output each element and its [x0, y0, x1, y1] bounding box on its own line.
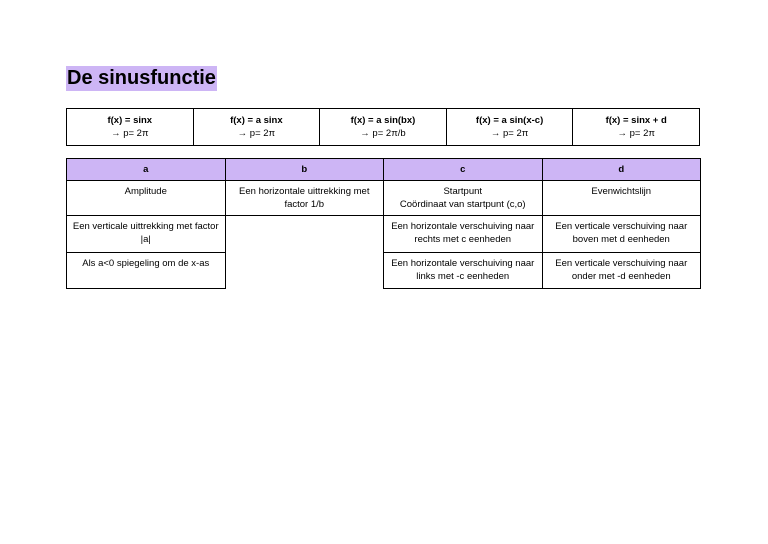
formula-row — [67, 109, 700, 146]
cell-d-2: Een verticale verschuiving naar boven met d eenheden — [542, 216, 701, 253]
parameter-table — [66, 158, 701, 289]
cell-c-1 — [384, 181, 543, 216]
cell-b-2 — [225, 216, 384, 253]
formula: f(x) = a sin(x-c) — [475, 115, 544, 126]
cell-c-1-extra: Coördinaat van startpunt (c,o) — [399, 199, 526, 210]
period: → p= 2π — [490, 128, 529, 139]
period: → p= 2π — [617, 128, 655, 139]
cell-a-3: Als a<0 spiegeling om de x-as — [67, 253, 226, 289]
table-row — [67, 216, 701, 253]
header-c: c — [384, 159, 543, 181]
formula-cell — [446, 109, 573, 146]
formula-cell — [67, 109, 194, 146]
cell-b-3 — [225, 253, 384, 289]
cell-a-1: Amplitude — [67, 181, 226, 216]
period: → p= 2π — [111, 128, 149, 139]
formula: f(x) = a sinx — [230, 115, 283, 126]
cell-c-3: Een horizontale verschuiving naar links met -c eenheden — [384, 253, 543, 289]
cell-d-3: Een verticale verschuiving naar onder met -d eenheden — [542, 253, 701, 289]
period: → p= 2π — [237, 128, 276, 139]
cell-c-1-text: Startpunt — [443, 186, 483, 197]
table-row — [67, 253, 701, 289]
cell-b-1: Een horizontale uittrekking met factor 1/b — [225, 181, 384, 216]
header-d: d — [542, 159, 701, 181]
formula: f(x) = a sin(bx) — [350, 115, 416, 126]
cell-c-2: Een horizontale verschuiving naar rechts met c eenheden — [384, 216, 543, 253]
period: → p= 2π/b — [360, 128, 406, 139]
cell-a-2: Een verticale uittrekking met factor |a| — [67, 216, 226, 253]
header-row — [67, 159, 701, 181]
cell-d-1: Evenwichtslijn — [542, 181, 701, 216]
page-title: De sinusfunctie — [67, 67, 216, 89]
formula: f(x) = sinx — [107, 115, 153, 126]
header-b: b — [225, 159, 384, 181]
formula-cell — [573, 109, 700, 146]
formula-table — [66, 108, 700, 146]
table-row — [67, 181, 701, 216]
formula-cell — [193, 109, 320, 146]
formula-cell — [320, 109, 447, 146]
formula: f(x) = sinx + d — [605, 115, 667, 126]
header-a: a — [67, 159, 226, 181]
